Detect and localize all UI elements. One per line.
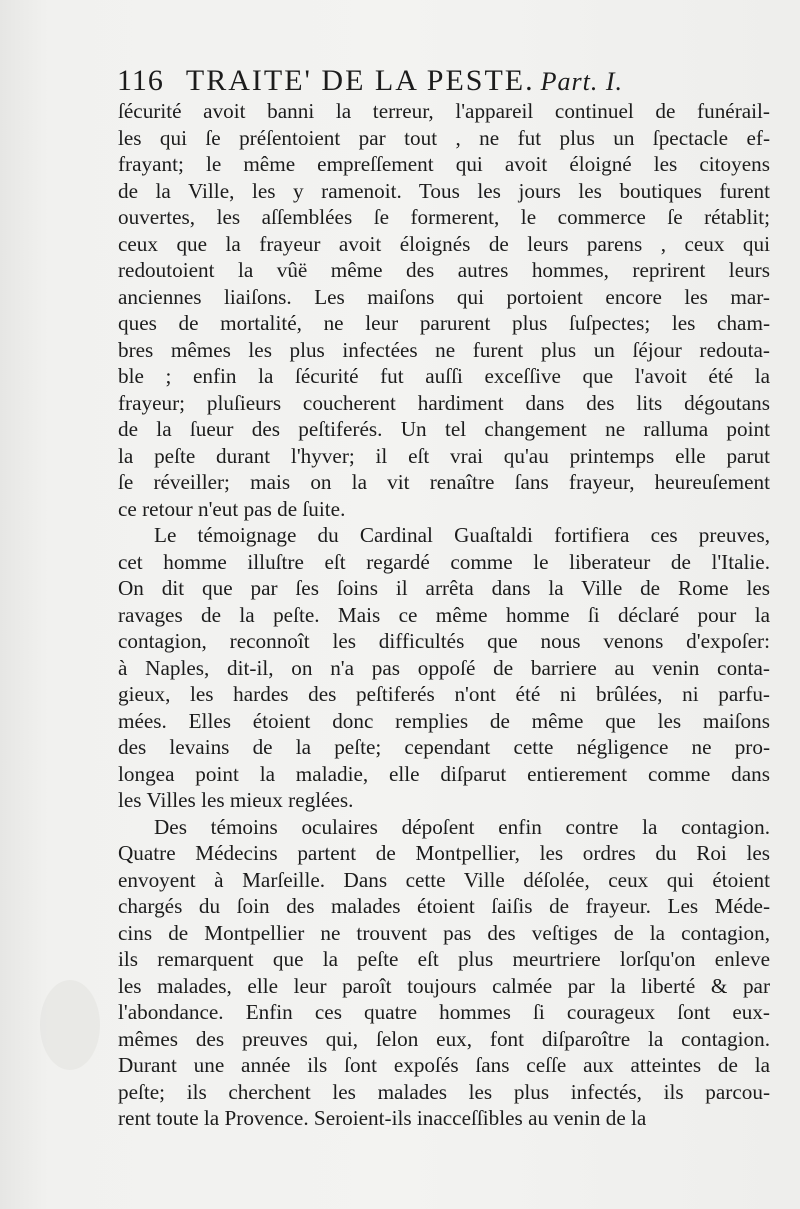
text-line: ce retour n'eut pas de ſuite. xyxy=(118,496,346,521)
paragraph xyxy=(118,814,770,1132)
text-line: Durant une année ils ſont expoſés ſans ceſſe aux atteintes de la xyxy=(118,1053,770,1077)
text-line: Quatre Médecins partent de Montpellier, les ordres du Roi les xyxy=(118,841,770,865)
text-line: cins de Montpellier ne trouvent pas des veſtiges de la contagion, xyxy=(118,920,770,945)
running-header xyxy=(117,64,677,98)
part-label: Part. I. xyxy=(540,67,623,96)
text-line: des levains de la peſte; cependant cette négligence ne pro- xyxy=(118,735,770,759)
text-line: les qui ſe préſentoient par tout , ne fut plus un ſpectacle ef- xyxy=(118,125,770,150)
page-body-text xyxy=(118,98,770,1132)
text-line: la peſte durant l'hyver; il eſt vrai qu'au printemps elle parut xyxy=(118,443,770,468)
text-line: Des témoins oculaires dépoſent enfin contre la contagion. xyxy=(154,814,770,839)
text-line: ouvertes, les aſſemblées ſe formerent, le commerce ſe rétablit; xyxy=(118,205,770,229)
text-line: anciennes liaiſons. Les maiſons qui portoient encore les mar- xyxy=(118,284,770,309)
text-line: On dit que par ſes ſoins il arrêta dans la Ville de Rome les xyxy=(118,576,770,600)
text-line: frayeur; pluſieurs coucherent hardiment dans des lits dégoutans xyxy=(118,390,770,415)
running-title: TRAITE' DE LA PESTE. xyxy=(185,64,535,97)
text-line: ravages de la peſte. Mais ce même homme ſi déclaré pour la xyxy=(118,602,770,627)
text-line: de la Ville, les y ramenoit. Tous les jours les boutiques furent xyxy=(118,178,770,203)
text-line: les Villes les mieux reglées. xyxy=(118,788,354,812)
text-line: peſte; ils cherchent les malades les plus infectés, ils parcou- xyxy=(118,1079,770,1104)
text-line: ils remarquent que la peſte eſt plus meurtriere lorſqu'on enleve xyxy=(118,947,770,971)
text-line: de la ſueur des peſtiferés. Un tel changement ne ralluma point xyxy=(118,417,770,441)
text-line: redoutoient la vûë même des autres hommes, reprirent leurs xyxy=(118,258,770,282)
text-line: l'abondance. Enfin ces quatre hommes ſi courageux ſont eux- xyxy=(118,1000,770,1024)
text-line: ſécurité avoit banni la terreur, l'appareil continuel de funérail- xyxy=(118,99,770,123)
text-line: rent toute la Provence. Seroient-ils inacceſſibles au venin de la xyxy=(118,1106,647,1130)
text-line: contagion, reconnoît les difficultés que nous venons d'expoſer: xyxy=(118,629,770,653)
page-number: 116 xyxy=(117,64,164,97)
text-line: envoyent à Marſeille. Dans cette Ville déſolée, ceux qui étoient xyxy=(118,867,770,892)
text-line: ble ; enfin la ſécurité fut auſſi exceſſive que l'avoit été la xyxy=(118,364,770,388)
text-line: ſe réveiller; mais on la vit renaître ſans frayeur, heureuſement xyxy=(118,470,770,494)
text-line: mées. Elles étoient donc remplies de même que les maiſons xyxy=(118,708,770,733)
text-line: à Naples, dit-il, on n'a pas oppoſé de barriere au venin conta- xyxy=(118,655,770,680)
text-line: longea point la maladie, elle diſparut entierement comme dans xyxy=(118,761,770,786)
text-line: gieux, les hardes des peſtiferés n'ont été ni brûlées, ni parfu- xyxy=(118,682,770,706)
text-line: frayant; le même empreſſement qui avoit éloigné les citoyens xyxy=(118,152,770,176)
text-line: ceux que la frayeur avoit éloignés de leurs parens , ceux qui xyxy=(118,231,770,256)
text-line: les malades, elle leur paroît toujours calmée par la liberté & par xyxy=(118,973,770,998)
text-line: cet homme illuſtre eſt regardé comme le liberateur de l'Italie. xyxy=(118,549,770,574)
text-line: mêmes des preuves qui, ſelon eux, font diſparoître la contagion. xyxy=(118,1026,770,1051)
page-stain xyxy=(40,980,100,1070)
text-line: Le témoignage du Cardinal Guaſtaldi fortifiera ces preuves, xyxy=(154,523,770,547)
text-line: bres mêmes les plus infectées ne furent plus un ſéjour redouta- xyxy=(118,337,770,362)
paragraph xyxy=(118,98,770,522)
text-line: chargés du ſoin des malades étoient ſaiſis de frayeur. Les Méde- xyxy=(118,894,770,918)
paragraph xyxy=(118,522,770,814)
text-line: ques de mortalité, ne leur parurent plus ſuſpectes; les cham- xyxy=(118,311,770,335)
